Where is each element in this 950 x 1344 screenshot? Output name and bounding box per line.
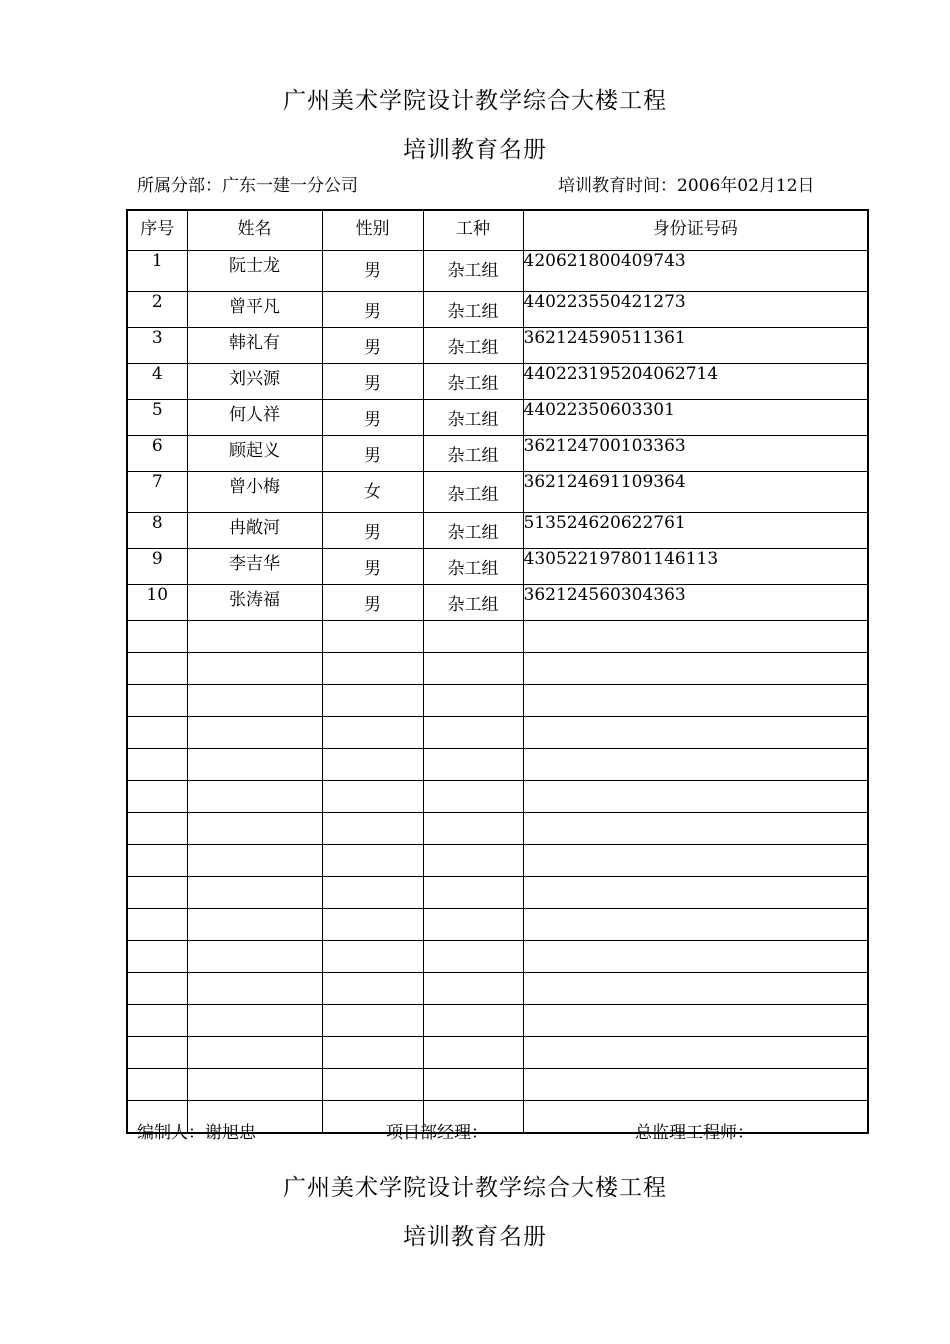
cell-trade: 杂工组 [423, 292, 523, 328]
table-row [127, 513, 868, 549]
empty-cell [127, 845, 187, 877]
empty-cell [127, 621, 187, 653]
empty-cell [127, 877, 187, 909]
empty-table-row [127, 1005, 868, 1037]
empty-cell [127, 909, 187, 941]
empty-cell [187, 621, 322, 653]
empty-cell [127, 653, 187, 685]
column-header-name: 姓名 [187, 210, 322, 251]
compiler-info [137, 1122, 256, 1144]
cell-no: 7 [127, 472, 187, 513]
branch-value: 广东一建一分公司 [222, 176, 358, 196]
empty-cell [322, 845, 423, 877]
empty-cell [322, 813, 423, 845]
empty-cell [423, 749, 523, 781]
compiler-name: 谢旭忠 [205, 1123, 256, 1143]
empty-cell [187, 845, 322, 877]
cell-name: 顾起义 [187, 436, 322, 472]
cell-no: 5 [127, 400, 187, 436]
table-row [127, 364, 868, 400]
empty-table-row [127, 685, 868, 717]
empty-table-row [127, 1037, 868, 1069]
empty-cell [187, 813, 322, 845]
training-time-label: 培训教育时间： [558, 176, 677, 196]
branch-info [137, 175, 358, 197]
next-page-project-title: 广州美术学院设计教学综合大楼工程 [283, 1175, 667, 1201]
project-manager-label: 项目部经理： [386, 1123, 488, 1143]
empty-cell [322, 685, 423, 717]
table-header-row [127, 210, 868, 251]
cell-id-number: 362124560304363 [523, 585, 868, 621]
cell-no: 4 [127, 364, 187, 400]
training-time-value: 2006年02月12日 [677, 176, 815, 196]
empty-table-row [127, 973, 868, 1005]
empty-cell [322, 1069, 423, 1101]
empty-cell [523, 813, 868, 845]
table-row [127, 436, 868, 472]
column-header-trade: 工种 [423, 210, 523, 251]
empty-cell [187, 781, 322, 813]
empty-cell [187, 1037, 322, 1069]
cell-trade: 杂工组 [423, 513, 523, 549]
empty-cell [523, 1069, 868, 1101]
empty-cell [523, 877, 868, 909]
empty-cell [423, 1037, 523, 1069]
table-row [127, 251, 868, 292]
cell-trade: 杂工组 [423, 251, 523, 292]
empty-cell [423, 1005, 523, 1037]
empty-cell [523, 909, 868, 941]
empty-cell [127, 973, 187, 1005]
empty-cell [423, 621, 523, 653]
empty-cell [423, 781, 523, 813]
cell-name: 李吉华 [187, 549, 322, 585]
empty-cell [187, 877, 322, 909]
cell-id-number: 44022350603301 [523, 400, 868, 436]
column-header-gender: 性别 [322, 210, 423, 251]
empty-cell [523, 749, 868, 781]
empty-cell [127, 685, 187, 717]
empty-cell [127, 813, 187, 845]
empty-cell [322, 749, 423, 781]
cell-gender: 男 [322, 585, 423, 621]
empty-cell [423, 653, 523, 685]
empty-cell [322, 1037, 423, 1069]
empty-cell [187, 717, 322, 749]
empty-table-row [127, 845, 868, 877]
cell-gender: 男 [322, 328, 423, 364]
empty-cell [127, 717, 187, 749]
table-row [127, 585, 868, 621]
cell-gender: 男 [322, 292, 423, 328]
roster-body [127, 251, 868, 1134]
cell-id-number: 513524620622761 [523, 513, 868, 549]
cell-no: 3 [127, 328, 187, 364]
project-title: 广州美术学院设计教学综合大楼工程 [283, 88, 667, 114]
empty-cell [523, 1037, 868, 1069]
empty-cell [423, 1069, 523, 1101]
empty-table-row [127, 749, 868, 781]
cell-no: 8 [127, 513, 187, 549]
empty-cell [523, 845, 868, 877]
empty-cell [423, 973, 523, 1005]
cell-name: 曾平凡 [187, 292, 322, 328]
cell-gender: 女 [322, 472, 423, 513]
empty-cell [322, 1005, 423, 1037]
cell-trade: 杂工组 [423, 364, 523, 400]
empty-cell [523, 717, 868, 749]
cell-trade: 杂工组 [423, 400, 523, 436]
empty-cell [127, 781, 187, 813]
empty-cell [127, 941, 187, 973]
empty-cell [423, 941, 523, 973]
cell-name: 阮士龙 [187, 251, 322, 292]
empty-table-row [127, 621, 868, 653]
empty-table-row [127, 781, 868, 813]
table-row [127, 472, 868, 513]
cell-id-number: 440223550421273 [523, 292, 868, 328]
empty-cell [187, 909, 322, 941]
cell-trade: 杂工组 [423, 472, 523, 513]
empty-cell [423, 717, 523, 749]
empty-cell [187, 1005, 322, 1037]
cell-trade: 杂工组 [423, 436, 523, 472]
empty-cell [423, 909, 523, 941]
cell-gender: 男 [322, 513, 423, 549]
empty-table-row [127, 909, 868, 941]
table-row [127, 328, 868, 364]
empty-cell [187, 941, 322, 973]
empty-cell [322, 621, 423, 653]
cell-id-number: 430522197801146113 [523, 549, 868, 585]
cell-id-number: 362124590511361 [523, 328, 868, 364]
roster-table [126, 209, 869, 1134]
column-header-id: 身份证号码 [523, 210, 868, 251]
empty-cell [322, 877, 423, 909]
empty-table-row [127, 813, 868, 845]
empty-cell [187, 653, 322, 685]
cell-trade: 杂工组 [423, 549, 523, 585]
cell-id-number: 420621800409743 [523, 251, 868, 292]
empty-cell [127, 749, 187, 781]
empty-cell [523, 621, 868, 653]
cell-name: 刘兴源 [187, 364, 322, 400]
empty-table-row [127, 941, 868, 973]
cell-gender: 男 [322, 549, 423, 585]
empty-cell [523, 653, 868, 685]
cell-no: 10 [127, 585, 187, 621]
empty-table-row [127, 717, 868, 749]
empty-cell [127, 1069, 187, 1101]
cell-no: 1 [127, 251, 187, 292]
next-page-document-title: 培训教育名册 [403, 1224, 547, 1250]
empty-table-row [127, 1069, 868, 1101]
empty-cell [322, 781, 423, 813]
empty-cell [523, 685, 868, 717]
table-row [127, 292, 868, 328]
empty-cell [322, 973, 423, 1005]
column-header-no: 序号 [127, 210, 187, 251]
cell-no: 6 [127, 436, 187, 472]
empty-cell [423, 845, 523, 877]
empty-cell [322, 909, 423, 941]
cell-gender: 男 [322, 436, 423, 472]
empty-cell [187, 749, 322, 781]
cell-gender: 男 [322, 251, 423, 292]
cell-name: 曾小梅 [187, 472, 322, 513]
empty-cell [423, 685, 523, 717]
chief-supervisor-label: 总监理工程师： [635, 1123, 754, 1143]
cell-name: 何人祥 [187, 400, 322, 436]
cell-gender: 男 [322, 400, 423, 436]
empty-cell [423, 813, 523, 845]
document-title: 培训教育名册 [403, 137, 547, 163]
cell-trade: 杂工组 [423, 585, 523, 621]
empty-cell [322, 653, 423, 685]
cell-id-number: 440223195204062714 [523, 364, 868, 400]
empty-table-row [127, 877, 868, 909]
compiler-label: 编制人： [137, 1123, 205, 1143]
table-row [127, 400, 868, 436]
cell-name: 韩礼有 [187, 328, 322, 364]
cell-name: 张涛福 [187, 585, 322, 621]
empty-table-row [127, 653, 868, 685]
cell-gender: 男 [322, 364, 423, 400]
cell-trade: 杂工组 [423, 328, 523, 364]
empty-cell [523, 1005, 868, 1037]
branch-label: 所属分部： [137, 176, 222, 196]
cell-no: 2 [127, 292, 187, 328]
empty-cell [127, 1037, 187, 1069]
empty-cell [523, 973, 868, 1005]
cell-no: 9 [127, 549, 187, 585]
empty-cell [127, 1005, 187, 1037]
empty-cell [523, 781, 868, 813]
empty-cell [523, 941, 868, 973]
cell-id-number: 362124700103363 [523, 436, 868, 472]
empty-cell [187, 685, 322, 717]
empty-cell [423, 877, 523, 909]
empty-cell [322, 717, 423, 749]
empty-cell [187, 973, 322, 1005]
table-row [127, 549, 868, 585]
training-time-info [558, 175, 815, 197]
cell-id-number: 362124691109364 [523, 472, 868, 513]
cell-name: 冉敞河 [187, 513, 322, 549]
empty-cell [187, 1069, 322, 1101]
empty-cell [322, 941, 423, 973]
